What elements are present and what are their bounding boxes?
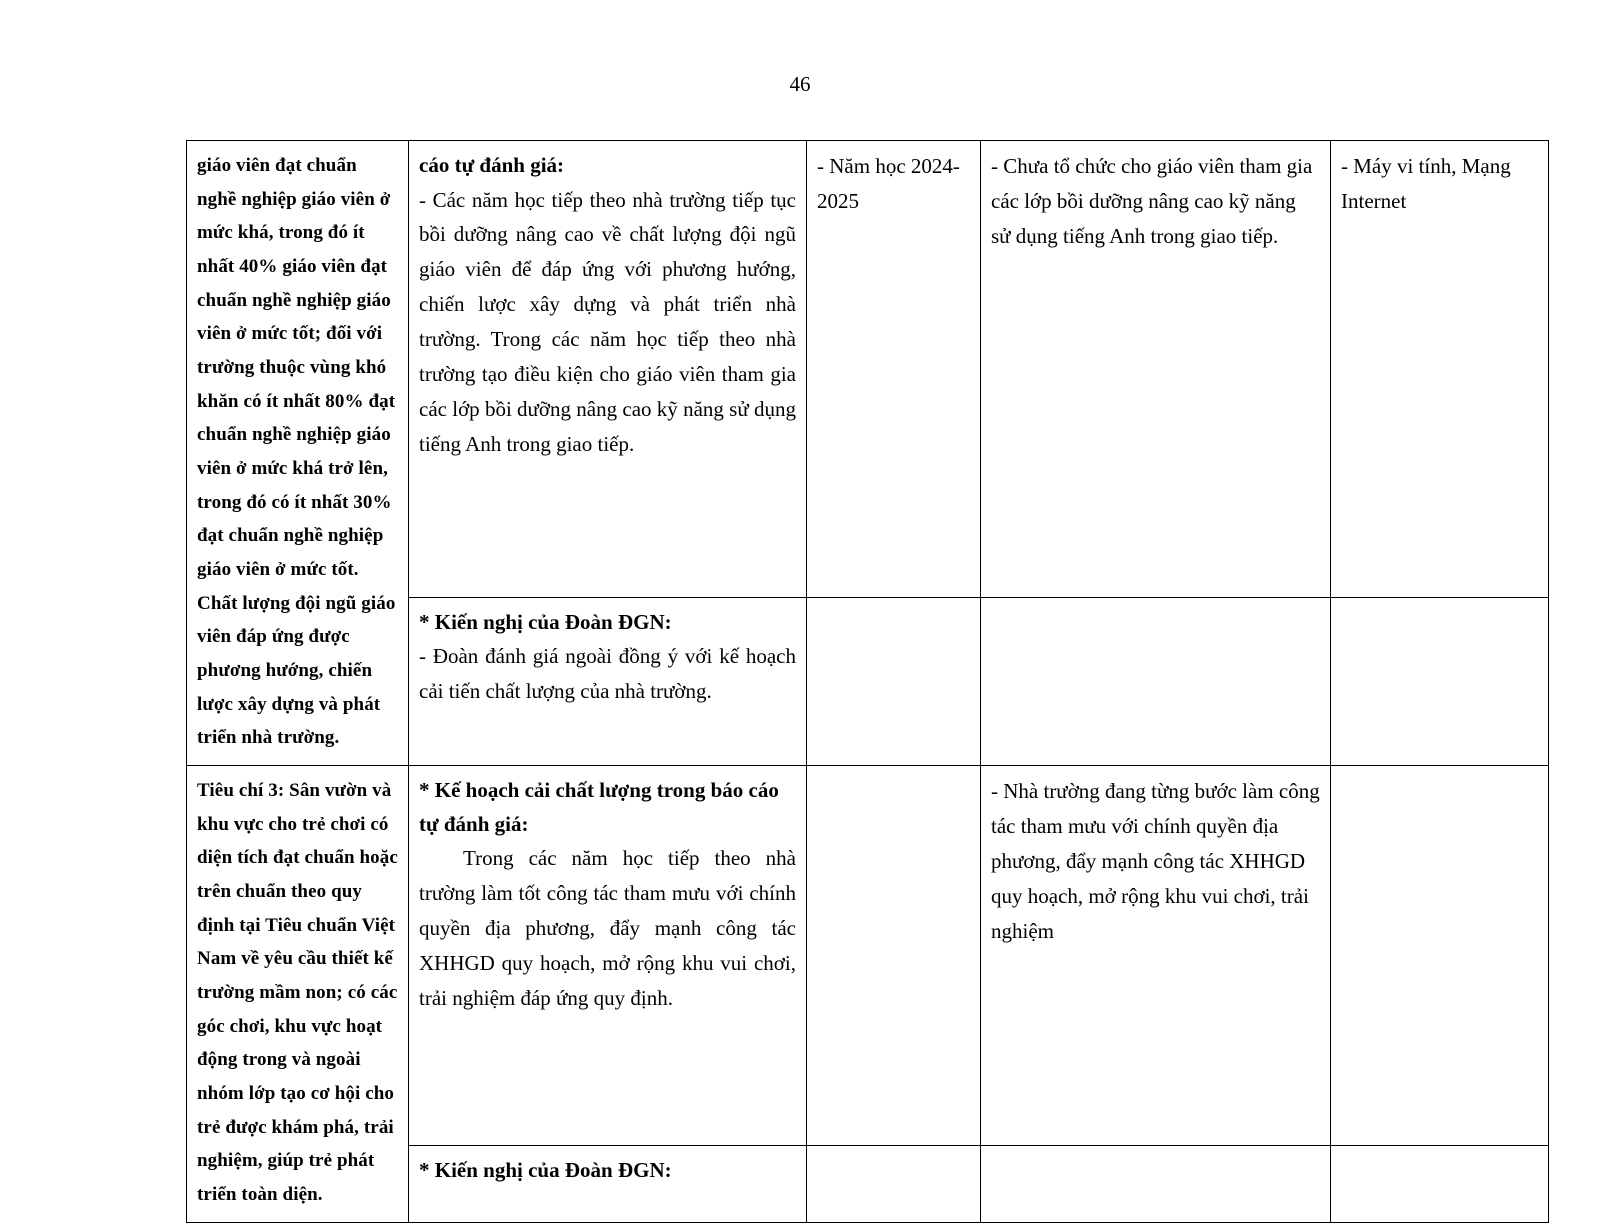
resources-text: - Máy vi tính, Mạng Internet	[1341, 154, 1511, 213]
notes-text: - Nhà trường đang từng bước làm công tác tham mưu với chính quyền địa phương, đẩy mạnh công tác XHHGD quy hoạch, mở rộng khu vui chơi, trải nghiệm	[991, 779, 1320, 943]
recommendation-heading: * Kiến nghị của Đoàn ĐGN:	[419, 609, 672, 634]
criteria-cell	[187, 766, 409, 1223]
plan-cell	[409, 1146, 807, 1223]
criteria-text: Tiêu chí 3: Sân vườn và khu vực cho trẻ chơi có diện tích đạt chuẩn hoặc trên chuẩn theo quy định tại Tiêu chuẩn Việt Nam về yêu cầu thiết kế trường mầm non; có các góc chơi, khu vực hoạt động trong và ngoài nhóm lớp tạo cơ hội cho trẻ được khám phá, trải nghiệm, giúp trẻ phát triển toàn diện.	[197, 780, 398, 1206]
timeline-cell	[807, 766, 981, 1146]
evaluation-table-container	[186, 140, 1548, 1223]
criteria-text: giáo viên đạt chuẩn nghề nghiệp giáo viên ở mức khá, trong đó ít nhất 40% giáo viên đạt chuẩn nghề nghiệp giáo viên ở mức tốt; đối với trường thuộc vùng khó khăn có ít nhất 80% đạt chuẩn nghề nghiệp giáo viên ở mức khá trở lên, trong đó có ít nhất 30% đạt chuẩn nghề nghiệp giáo viên ở mức tốt. Chất lượng đội ngũ giáo viên đáp ứng được phương hướng, chiến lược xây dựng và phát triển nhà trường.	[197, 155, 396, 749]
plan-body: - Các năm học tiếp theo nhà trường tiếp tục bồi dưỡng nâng cao về chất lượng đội ngũ giáo viên để đáp ứng với phương hướng, chiến lược xây dựng và phát triển nhà trường. Trong các năm học tiếp theo nhà trường tạo điều kiện cho giáo viên tham gia các lớp bồi dưỡng nâng cao kỹ năng sử dụng tiếng Anh trong giao tiếp.	[419, 187, 796, 456]
timeline-cell	[807, 1146, 981, 1223]
table-row	[187, 141, 1549, 598]
plan-heading: * Kế hoạch cải chất lượng trong báo cáo tự đánh giá:	[419, 778, 779, 836]
resources-cell	[1331, 766, 1549, 1146]
plan-body: Trong các năm học tiếp theo nhà trường làm tốt công tác tham mưu với chính quyền địa phương, đẩy mạnh công tác XHHGD quy hoạch, mở rộng khu vui chơi, trải nghiệm đáp ứng quy định.	[419, 846, 796, 1010]
plan-cell	[409, 141, 807, 598]
table-row	[187, 766, 1549, 1146]
plan-cell	[409, 766, 807, 1146]
resources-cell	[1331, 141, 1549, 598]
timeline-cell	[807, 141, 981, 598]
evaluation-table	[186, 140, 1549, 1223]
notes-cell	[981, 1146, 1331, 1223]
page-number: 46	[789, 72, 811, 96]
notes-cell	[981, 141, 1331, 598]
notes-cell	[981, 597, 1331, 766]
notes-cell	[981, 766, 1331, 1146]
recommendation-body: - Đoàn đánh giá ngoài đồng ý với kế hoạch cải tiến chất lượng của nhà trường.	[419, 644, 796, 704]
recommendation-heading: * Kiến nghị của Đoàn ĐGN:	[419, 1158, 672, 1183]
resources-cell	[1331, 1146, 1549, 1223]
plan-cell	[409, 597, 807, 766]
timeline-cell	[807, 597, 981, 766]
plan-heading: cáo tự đánh giá:	[419, 153, 565, 177]
timeline-text: - Năm học 2024-2025	[817, 154, 960, 213]
criteria-cell	[187, 141, 409, 766]
notes-text: - Chưa tổ chức cho giáo viên tham gia các lớp bồi dưỡng nâng cao kỹ năng sử dụng tiếng Anh trong giao tiếp.	[991, 154, 1313, 248]
resources-cell	[1331, 597, 1549, 766]
